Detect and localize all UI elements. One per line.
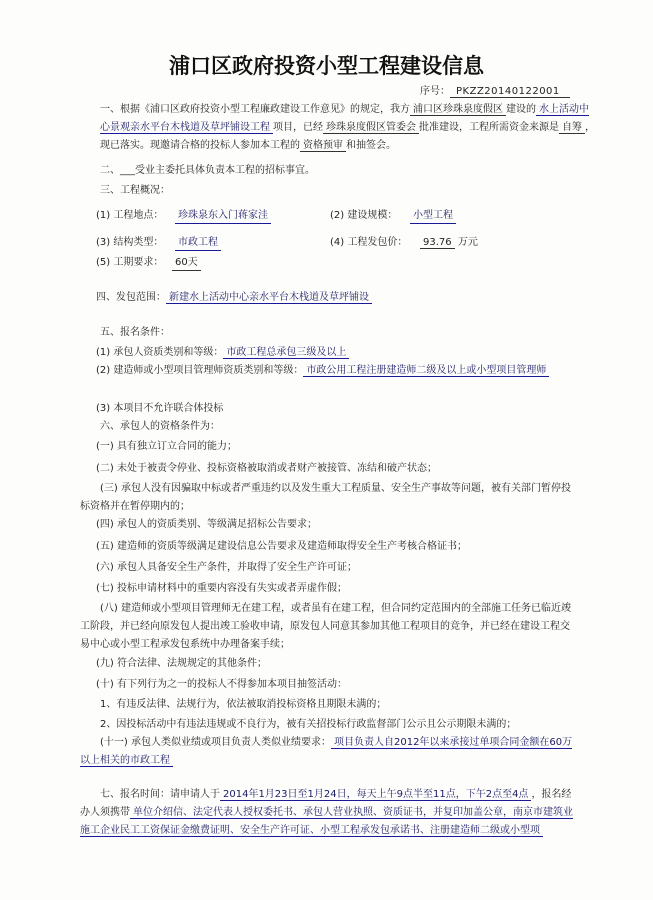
registration-time: 2014年1月23日至1月24日，每天上午9点半至11点，下午2点至4点 bbox=[220, 789, 531, 801]
project-location: 浦口区珍珠泉度假区 bbox=[410, 104, 506, 116]
review-type: 资格预审 bbox=[300, 140, 346, 152]
section-2: 二、___受业主委托具体负责本工程的招标事宜。 bbox=[100, 165, 315, 176]
project-site-value: 珍珠泉东入门蒋家洼 bbox=[175, 209, 271, 224]
project-scale-value: 小型工程 bbox=[410, 209, 456, 224]
serial-number bbox=[420, 82, 570, 97]
section-4: 四、发包范围： 新建水上活动中心亲水平台木栈道及草坪铺设 bbox=[96, 291, 596, 305]
duration-value: 60天 bbox=[172, 256, 201, 271]
performance-requirement: 项目负责人自2012年以来承接过单项合同金额在60万以上相关的市政工程 bbox=[80, 737, 573, 766]
section-5-item-3: (3) 本项目不允许联合体投标 bbox=[96, 403, 224, 414]
contractor-qualification: 市政工程总承包三级及以上 bbox=[223, 347, 349, 359]
requirement-8: (八) 建造师或小型项目管理师无在建工程，或者虽有在建工程，但合同约定范围内的全部施工任务已临近竣工阶段，并已经向原发包人提出竣工验收申请，原发包人同意其参加其他工程项目的竞争，并已经在建设工程交易中心或小型工程承发包系统中办理备案手续； bbox=[80, 603, 571, 650]
section-5-heading: 五、报名条件： bbox=[100, 327, 170, 338]
requirement-10-1: 1、有违反法律、法规行为，依法被取消投标资格且期限未满的； bbox=[100, 699, 387, 710]
price-block: 93.76 万元 bbox=[420, 236, 478, 250]
serial-label: 序号： bbox=[420, 86, 450, 97]
requirement-3: (三) 承包人没有因骗取中标或者严重违约以及发生重大工程质量、安全生产事故等问题，被有关部门暂停投标资格并在暂停期内的； bbox=[80, 483, 571, 512]
price-value: 93.76 bbox=[420, 237, 455, 249]
requirement-4: (四) 承包人的资质类别、等级满足招标公告要求； bbox=[96, 519, 317, 530]
structure-value: 市政工程 bbox=[175, 236, 221, 251]
duration-row: (5) 工期要求： 60天 bbox=[0, 256, 653, 270]
section-1-paragraph: 一、根据《浦口区政府投资小型工程廉政建设工作意见》的规定，我方 浦口区珍珠泉度假区 建设的 水上活动中心景观亲水平台木栈道及草坪铺设工程 项目，已经 珍珠泉度假区管委会 批准建设，工程所需资金来源是 自筹 ，现已落实。现邀请合格的投标人参加本工程的 资格预审 和抽签会。 bbox=[100, 104, 595, 151]
requirement-10: (十) 有下列行为之一的投标人不得参加本项目抽签活动： bbox=[96, 679, 347, 690]
contract-scope: 新建水上活动中心亲水平台木栈道及草坪铺设 bbox=[166, 292, 372, 304]
requirement-10-2: 2、因投标活动中有违法违规或不良行为，被有关招投标行政监督部门公示且公示期限未满的； bbox=[100, 719, 517, 730]
project-site-row: (1) 工程地点： 珍珠泉东入门蒋家洼 (2) 建设规模： 小型工程 bbox=[0, 209, 653, 223]
project-name: 水上活动中心景观亲水平台木栈道及草坪铺设工程 bbox=[100, 104, 589, 133]
requirement-7: (七) 投标申请材料中的重要内容没有失实或者弄虚作假； bbox=[96, 583, 347, 594]
section-3-heading: 三、工程概况： bbox=[100, 185, 170, 196]
requirement-2: (二) 未处于被责令停业、投标资格被取消或者财产被接管、冻结和破产状态； bbox=[96, 463, 437, 474]
section-5-item-1: (1) 承包人资质类别和等级： 市政工程总承包三级及以上 bbox=[96, 346, 596, 360]
structure-price-row: (3) 结构类型： 市政工程 (4) 工程发包价： 93.76 万元 bbox=[0, 236, 653, 250]
requirement-6: (六) 承包人具备安全生产条件，并取得了安全生产许可证； bbox=[96, 562, 357, 573]
page-title: 浦口区政府投资小型工程建设信息 bbox=[169, 54, 484, 78]
required-documents: 单位介绍信、法定代表人授权委托书、承包人营业执照、资质证书，并复印加盖公章，南京市建筑业施工企业民工工资保证金缴费证明、安全生产许可证、小型工程承发包承诺书、注册建造师二级或小型项 bbox=[80, 807, 573, 836]
fund-source: 自筹 bbox=[559, 122, 585, 134]
requirement-1: (一) 具有独立订立合同的能力； bbox=[96, 441, 237, 452]
manager-qualification: 市政公用工程注册建造师二级及以上或小型项目管理师 bbox=[303, 365, 549, 377]
requirement-11: (十一) 承包人类似业绩或项目负责人类似业绩要求： 项目负责人自2012年以来承接过单项合同金额在60万以上相关的市政工程 bbox=[80, 737, 573, 766]
section-6-heading: 六、承包人的资格条件为： bbox=[100, 421, 220, 432]
requirement-5: (五) 建造师的资质等级满足建设信息公告要求及建造师取得安全生产考核合格证书； bbox=[96, 541, 467, 552]
section-5-item-2: (2) 建造师或小型项目管理师资质类别和等级： 市政公用工程注册建造师二级及以上或小型项目管理师 bbox=[96, 362, 574, 380]
requirement-9: (九) 符合法律、法规规定的其他条件； bbox=[96, 658, 267, 669]
serial-value: PKZZ20140122001 bbox=[450, 86, 570, 98]
section-7: 七、报名时间：请申请人于 2014年1月23日至1月24日，每天上午9点半至11点，下午2点至4点 ，报名经办人须携带 单位介绍信、法定代表人授权委托书、承包人营业执照、资质证书，并复印加盖公章，南京市建筑业施工企业民工工资保证金缴费证明、安全生产许可证、小型工程承发包承诺书、注册建造师二级或小型项 bbox=[80, 789, 573, 836]
approver: 珍珠泉度假区管委会 bbox=[323, 122, 419, 134]
